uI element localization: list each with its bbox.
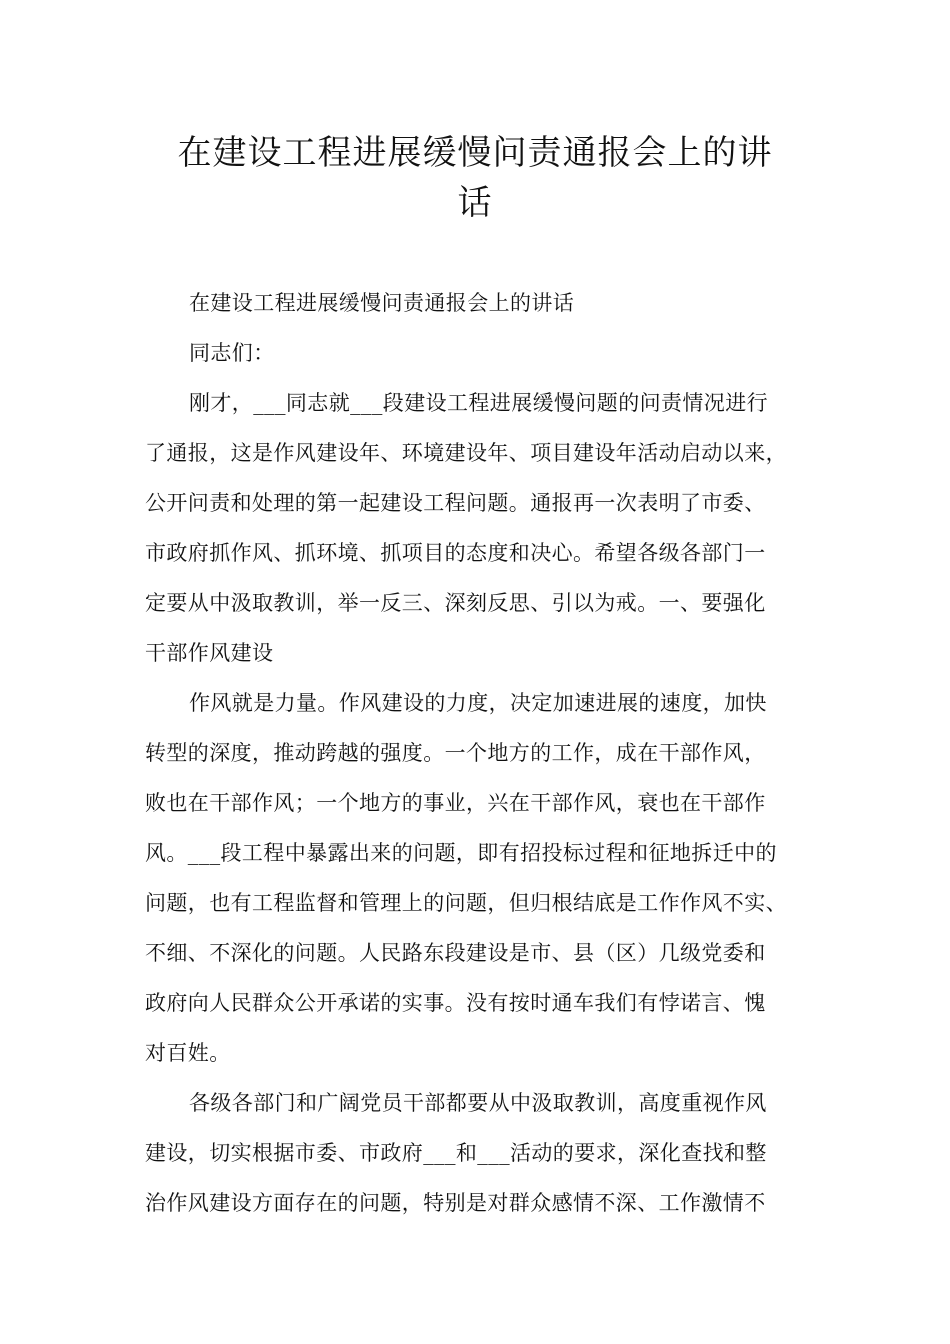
text-line: 刚才，___同志就___段建设工程进展缓慢问题的问责情况进行 <box>189 391 768 415</box>
subtitle: 在建设工程进展缓慢问责通报会上的讲话 <box>189 291 575 315</box>
text-line: 公开问责和处理的第一起建设工程问题。通报再一次表明了市委、 <box>145 491 766 515</box>
text-line: 治作风建设方面存在的问题，特别是对群众感情不深、工作激情不 <box>145 1191 766 1215</box>
paragraph-1 <box>145 378 825 678</box>
text-line: 作风就是力量。作风建设的力度，决定加速进展的速度，加快 <box>189 691 767 715</box>
text-line: 各级各部门和广阔党员干部都要从中汲取教训，高度重视作风 <box>189 1091 767 1115</box>
paragraph-3 <box>145 1078 825 1228</box>
text-line: 市政府抓作风、抓环境、抓项目的态度和决心。希望各级各部门一 <box>145 541 766 565</box>
document-body <box>145 278 825 1228</box>
title-line: 在建设工程进展缓慢问责通报会上的讲 <box>177 133 773 173</box>
text-line: 不细、不深化的问题。人民路东段建设是市、县（区）几级党委和 <box>145 941 766 965</box>
paragraph-2 <box>145 678 825 1078</box>
text-line: 定要从中汲取教训，举一反三、深刻反思、引以为戒。一、要强化 <box>145 591 766 615</box>
text-line: 干部作风建设 <box>145 641 274 665</box>
text-line: 了通报，这是作风建设年、环境建设年、项目建设年活动启动以来， <box>145 441 787 465</box>
document-title <box>120 128 830 228</box>
title-line: 话 <box>457 183 493 223</box>
text-line: 败也在干部作风；一个地方的事业，兴在干部作风，衰也在干部作 <box>145 791 766 815</box>
text-line: 政府向人民群众公开承诺的实事。没有按时通车我们有悖诺言、愧 <box>145 991 766 1015</box>
text-line: 对百姓。 <box>145 1041 231 1065</box>
text-line: 建设，切实根据市委、市政府___和___活动的要求，深化查找和整 <box>145 1141 767 1165</box>
text-line: 风。___段工程中暴露出来的问题，即有招投标过程和征地拆迁中的 <box>145 841 777 865</box>
text-line: 问题，也有工程监督和管理上的问题，但归根结底是工作作风不实、 <box>145 891 787 915</box>
text-line: 转型的深度，推动跨越的强度。一个地方的工作，成在干部作风， <box>145 741 766 765</box>
salutation: 同志们： <box>189 341 275 365</box>
